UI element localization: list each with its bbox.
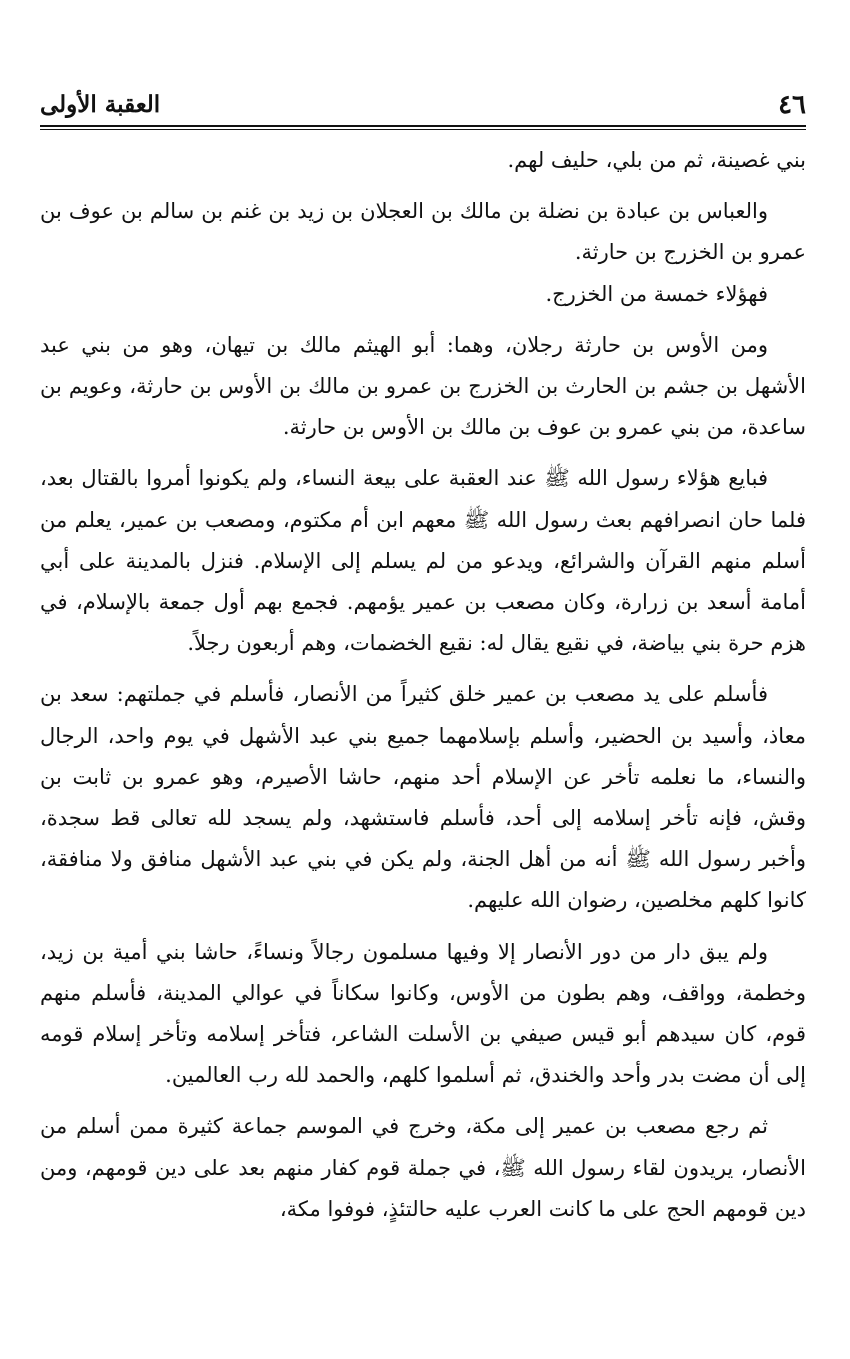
paragraph-6: فأسلم على يد مصعب بن عمير خلق كثيراً من الأنصار، فأسلم في جملتهم: سعد بن معاذ، وأسيد بن الحضير، وأسلم بإسلامهما جميع بني عبد الأشهل في يوم واحد، الرجال والنساء، ما نعلمه تأخر عن الإسلام أحد منهم، حاشا الأصيرم، وهو عمرو بن ثابت بن وقش، فإنه تأخر إسلامه إلى أحد، فأسلم فاستشهد، ولم يسجد لله تعالى قط سجدة، وأخبر رسول الله ﷺ أنه من أهل الجنة، ولم يكن في بني عبد الأشهل منافق ولا منافقة، كانوا كلهم مخلصين، رضوان الله عليهم. (40, 682, 806, 913)
paragraph-4: ومن الأوس بن حارثة رجلان، وهما: أبو الهيثم مالك بن تيهان، وهو من بني عبد الأشهل بن جشم بن الحارث بن الخزرج بن عمرو بن مالك بن الأوس بن حارثة، وعويم بن ساعدة، من بني عمرو بن عوف بن مالك بن الأوس بن حارثة. (40, 332, 806, 440)
paragraph-7: ولم يبق دار من دور الأنصار إلا وفيها مسلمون رجالاً ونساءً، حاشا بني أمية بن زيد، وخطمة، وواقف، وهم بطون من الأوس، وكانوا سكاناً في عوالي المدينة، فأسلم منهم قوم، كان سيدهم أبو قيس صيفي بن الأسلت الشاعر، فتأخر إسلامه وتأخر إسلام قومه إلى أن مضت بدر وأحد والخندق، ثم أسلموا كلهم، والحمد لله رب العالمين. (40, 939, 806, 1088)
paragraph-8: ثم رجع مصعب بن عمير إلى مكة، وخرج في الموسم جماعة كثيرة ممن أسلم من الأنصار، يريدون لقاء رسول الله ﷺ، في جملة قوم كفار منهم بعد على دين قومهم، ومن دين قومهم الحج على ما كانت العرب عليه حالتئذٍ، فوفوا مكة، (40, 1114, 806, 1221)
paragraph-2: والعباس بن عبادة بن نضلة بن مالك بن العجلان بن زيد بن غنم بن سالم بن عوف بن عمرو بن الخزرج بن حارثة. (40, 199, 806, 265)
page-number: ٤٦ (778, 90, 806, 120)
paragraph-3: فهؤلاء خمسة من الخزرج. (545, 281, 768, 306)
header-rule (40, 125, 806, 130)
page-body (40, 140, 806, 1230)
paragraph-5: فبايع هؤلاء رسول الله ﷺ عند العقبة على بيعة النساء، ولم يكونوا أمروا بالقتال بعد، فلما حان انصرافهم بعث رسول الله ﷺ معهم ابن أم مكتوم، ومصعب بن عمير، يعلم من أسلم منهم القرآن والشرائع، ويدعو من لم يسلم إلى الإسلام. فنزل بالمدينة على أبي أمامة أسعد بن زرارة، وكان مصعب بن عمير يؤمهم. فجمع بهم أول جمعة بالإسلام، في هزم حرة بني بياضة، في نقيع يقال له: نقيع الخضمات، وهم أربعون رجلاً. (40, 466, 806, 656)
paragraph-1: بني غصينة، ثم من بلي، حليف لهم. (507, 148, 806, 172)
page-header (40, 88, 806, 124)
running-title: العقبة الأولى (40, 91, 161, 118)
